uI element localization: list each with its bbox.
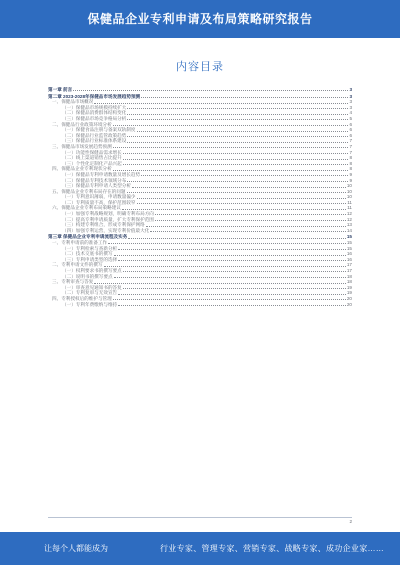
toc-entry-page: 6 — [349, 121, 352, 127]
toc-leader-dots — [127, 142, 348, 143]
footer-roles: 行业专家、管理专家、营销专家、战略专家、成功企业家…… — [160, 544, 385, 553]
toc-entry-text: 二、专利申请文件的撰写 — [52, 262, 103, 268]
toc-entry-text: （二）技术交底书的撰写 — [62, 251, 113, 257]
toc-entry-text: 四、保健品企业专利现状分析 — [52, 166, 112, 172]
report-title: 保健品企业专利申请及布局策略研究报告 — [87, 12, 313, 26]
toc-entry-page: 15 — [346, 245, 352, 251]
top-banner — [0, 0, 400, 38]
toc-entry-page: 16 — [346, 251, 352, 257]
toc-entry-text: （一）专利意识薄弱，申请数量偏少 — [62, 194, 136, 200]
toc-entry-text: 第二章 2023-2028年保健品市场发展趋势预测 — [48, 93, 141, 99]
toc-leader-dots — [141, 97, 348, 98]
toc-leader-dots — [118, 305, 346, 306]
toc-entry-text: （一）权利要求书的撰写要点 — [62, 268, 122, 273]
toc-entry-text: （二）保健品行业监管政策趋势 — [62, 132, 127, 138]
toc-entry-page: 12 — [346, 216, 352, 222]
toc-entry-page: 18 — [346, 279, 352, 285]
toc-entry-page: 8 — [349, 155, 352, 161]
toc-leader-dots — [123, 288, 346, 289]
toc-entry-text: （一）保健食品注册与备案双轨制度 — [62, 127, 136, 133]
page-number: 2 — [349, 519, 352, 524]
toc-leader-dots — [113, 125, 349, 126]
toc-entry[interactable] — [48, 87, 352, 93]
toc-entry-page: 7 — [349, 138, 352, 144]
toc-entry-text: 六、保健品企业专利布局策略建议 — [52, 205, 121, 211]
toc-leader-dots — [127, 136, 348, 137]
toc-entry-page: 8 — [349, 160, 352, 166]
toc-entry-text: （一）保健品市场规模持续扩大 — [62, 104, 127, 110]
toc-entry-page: 6 — [349, 132, 352, 138]
toc-entry-text: 一、保健品市场概况 — [52, 99, 94, 105]
toc-entry-text: （二）说明书的撰写要点 — [62, 273, 113, 279]
toc-entry-page: 9 — [349, 177, 352, 183]
footer-divider — [48, 517, 352, 518]
table-of-contents — [48, 86, 352, 307]
toc-entry-text: （四）加强专利运营，实现专利价值最大化 — [62, 227, 150, 233]
toc-entry-page: 17 — [346, 262, 352, 268]
toc-entry-page: 7 — [349, 143, 352, 149]
toc-leader-dots — [127, 192, 346, 193]
toc-leader-dots — [123, 159, 349, 160]
toc-entry-page: 3 — [349, 104, 352, 110]
toc-entry-text: （二）专利复审与无效宣告 — [62, 290, 118, 296]
toc-leader-dots — [127, 119, 348, 120]
toc-leader-dots — [114, 277, 346, 278]
toc-leader-dots — [127, 114, 348, 115]
toc-leader-dots — [127, 108, 348, 109]
toc-leader-dots — [127, 181, 348, 182]
toc-entry-text: （二）保健品消费群体结构变化 — [62, 110, 127, 116]
toc-leader-dots — [123, 164, 349, 165]
toc-entry-page: 10 — [346, 194, 352, 200]
toc-leader-dots — [113, 299, 346, 300]
toc-leader-dots — [123, 271, 346, 272]
toc-entry-page: 16 — [346, 256, 352, 262]
toc-entry-page: 7 — [349, 149, 352, 155]
toc-entry-page: 18 — [346, 273, 352, 279]
toc-entry-text: （一）功能性保健品需求增长 — [62, 149, 122, 155]
toc-leader-dots — [137, 203, 347, 204]
toc-leader-dots — [113, 147, 349, 148]
toc-leader-dots — [155, 214, 346, 215]
toc-leader-dots — [114, 255, 346, 256]
toc-heading: 内容目录 — [176, 61, 224, 73]
toc-entry-page: 20 — [346, 301, 352, 307]
toc-entry-page: 4 — [349, 110, 352, 116]
toc-entry-page: 19 — [346, 284, 352, 290]
toc-entry-page: 12 — [346, 211, 352, 217]
toc-leader-dots — [94, 283, 346, 284]
toc-entry-text: （一）专利年费缴纳与维持 — [62, 301, 118, 307]
toc-entry-text: （一）专利检索与查新分析 — [62, 245, 118, 251]
toc-entry-page: 17 — [346, 268, 352, 273]
toc-entry-page: 13 — [346, 222, 352, 228]
toc-entry-text: （三）保健品市场竞争格局分析 — [62, 115, 127, 121]
toc-entry-text: （三）保健品行业标准体系建设 — [62, 138, 127, 144]
toc-entry-text: 四、专利授权后的维护与管理 — [52, 295, 112, 301]
toc-entry-page: 6 — [349, 127, 352, 133]
footer-slogan: 让每个人都能成为 — [44, 544, 108, 553]
toc-leader-dots — [94, 103, 348, 104]
toc-entry-text: 三、专利审查与答复 — [52, 279, 94, 285]
toc-leader-dots — [150, 231, 346, 232]
toc-leader-dots — [137, 198, 346, 199]
toc-entry-page: 11 — [347, 199, 352, 205]
toc-entry[interactable] — [48, 228, 352, 234]
toc-leader-dots — [128, 238, 346, 239]
toc-leader-dots — [118, 260, 346, 261]
toc-entry-page: 15 — [346, 234, 352, 240]
toc-leader-dots — [122, 209, 346, 210]
toc-entry-text: 三、保健品市场发展趋势预测 — [52, 143, 112, 149]
toc-entry-text: 第三章 保健品企业专利申请流程及实务 — [48, 234, 128, 240]
toc-entry-page: 5 — [349, 115, 352, 121]
toc-entry-page: 3 — [349, 99, 352, 105]
toc-entry-page: 15 — [346, 240, 352, 246]
toc-entry-page: 14 — [346, 227, 352, 233]
toc-leader-dots — [118, 249, 346, 250]
toc-leader-dots — [104, 266, 346, 267]
toc-entry-text: 一、专利申请前的准备工作 — [52, 240, 108, 246]
bottom-banner — [0, 532, 400, 565]
toc-entry-text: 第一章 前言 — [48, 87, 73, 92]
toc-leader-dots — [113, 170, 349, 171]
toc-entry-text: （三）保健品专利申请人类型分析 — [62, 183, 131, 189]
toc-leader-dots — [73, 90, 348, 91]
toc-entry-page: 19 — [346, 290, 352, 296]
toc-entry-page: 20 — [346, 295, 352, 301]
toc-entry-page: 10 — [346, 188, 352, 194]
toc-leader-dots — [141, 175, 348, 176]
toc-entry-text: （一）审查意见通知书的答复 — [62, 284, 122, 290]
toc-entry-text: 二、保健品行业政策环境分析 — [52, 121, 112, 127]
toc-entry-text: （三）个性化定制化产品兴起 — [62, 160, 122, 166]
toc-entry[interactable] — [48, 302, 352, 308]
toc-entry-text: （三）构建专利组合，形成专利保护网络 — [62, 222, 145, 228]
toc-leader-dots — [155, 220, 346, 221]
toc-leader-dots — [137, 131, 349, 132]
toc-entry-page: 3 — [349, 87, 352, 92]
toc-entry-page: 3 — [349, 93, 352, 99]
toc-entry-page: 8 — [349, 166, 352, 172]
toc-entry-text: 五、保健品企业专利布局存在的问题 — [52, 188, 126, 194]
toc-leader-dots — [123, 153, 349, 154]
toc-entry-text: （二）保健品专利技术领域分布 — [62, 177, 127, 183]
toc-leader-dots — [108, 243, 346, 244]
toc-leader-dots — [132, 187, 346, 188]
toc-entry-text: （二）提高专利申请质量，扩大专利保护范围 — [62, 216, 154, 222]
toc-entry-page: 9 — [349, 171, 352, 177]
toc-leader-dots — [146, 226, 346, 227]
toc-entry-page: 11 — [347, 205, 352, 211]
toc-entry-text: （三）专利申请类型的选择 — [62, 256, 118, 262]
toc-entry-text: （一）加强专利战略规划，明确专利布局方向 — [62, 211, 154, 217]
toc-entry-text: （二）线上渠道销售占比提升 — [62, 155, 122, 161]
toc-entry-text: （一）保健品专利申请数量及增长趋势 — [62, 171, 141, 177]
toc-entry-text: （二）专利质量不高，保护范围较窄 — [62, 199, 136, 205]
toc-entry-page: 10 — [346, 183, 352, 189]
toc-leader-dots — [118, 294, 346, 295]
